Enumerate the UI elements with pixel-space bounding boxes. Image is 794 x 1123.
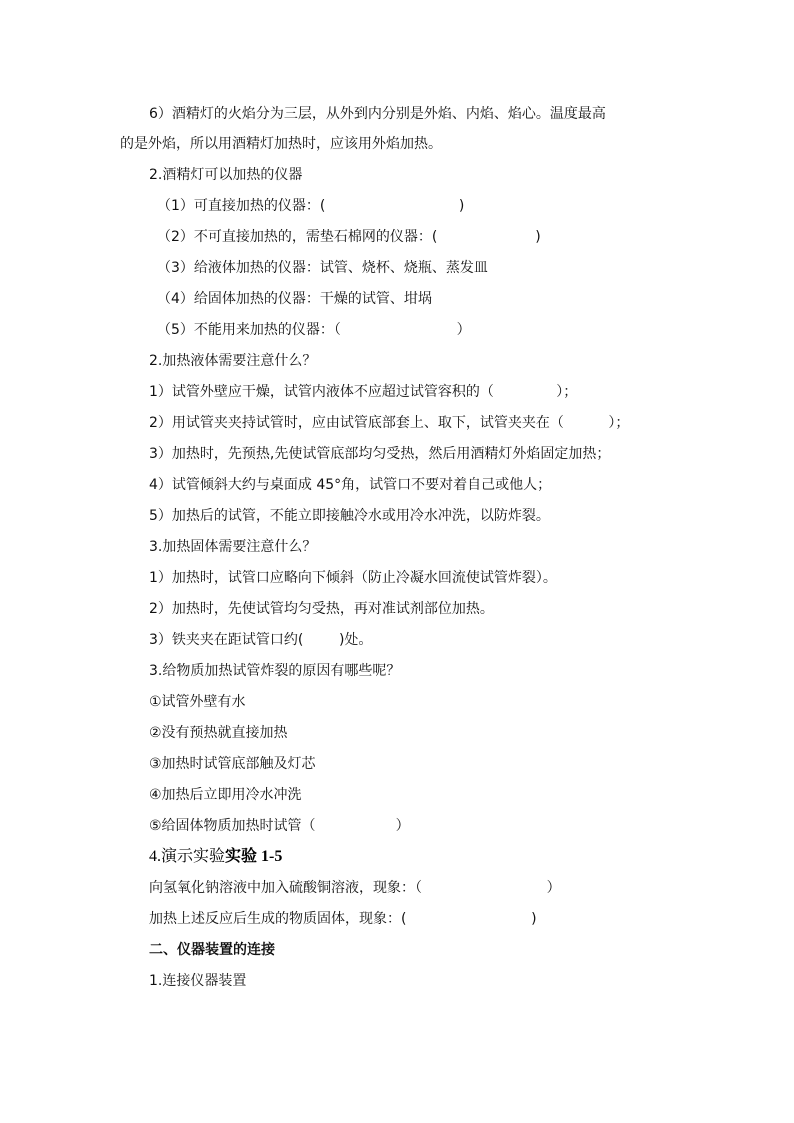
text-line: 二、仪器装置的连接 [149, 942, 275, 958]
text-line: ⑤给固体物质加热时试管（ ） [149, 818, 410, 834]
demo-prefix: 4.演示实验 [149, 848, 226, 865]
text-line: 5）加热后的试管，不能立即接触冷水或用冷水冲洗，以防炸裂。 [149, 508, 550, 524]
text-line: 1）试管外壁应干燥，试管内液体不应超过试管容积的（ ）； [149, 384, 578, 400]
text-line: 2）用试管夹夹持试管时，应由试管底部套上、取下，试管夹夹在（ ）； [149, 415, 630, 431]
text-line: （2）不可直接加热的，需垫石棉网的仪器：( ) [157, 229, 541, 245]
text-line: ④加热后立即用冷水冲洗 [149, 787, 302, 803]
text-line: 3）铁夹夹在距试管口约( )处。 [149, 632, 373, 648]
demo-bold: 实验 1-5 [225, 848, 283, 865]
text-line: 1）加热时，试管口应略向下倾斜（防止冷凝水回流使试管炸裂）。 [149, 570, 557, 586]
demo-heading [149, 847, 282, 867]
text-line: 2.加热液体需要注意什么？ [149, 353, 317, 369]
text-line: ③加热时试管底部触及灯芯 [149, 756, 316, 772]
text-line: 3.给物质加热试管炸裂的原因有哪些呢？ [149, 663, 401, 679]
text-line: 4）试管倾斜大约与桌面成 45°角，试管口不要对着自己或他人； [149, 477, 552, 493]
text-line: 2）加热时，先使试管均匀受热，再对准试剂部位加热。 [149, 601, 494, 617]
text-line: ①试管外壁有水 [149, 694, 246, 710]
text-line: 1.连接仪器装置 [149, 973, 247, 989]
text-line: 3.加热固体需要注意什么？ [149, 539, 317, 555]
text-line: 6）酒精灯的火焰分为三层，从外到内分别是外焰、内焰、焰心。温度最高 [149, 106, 606, 122]
text-line: 向氢氧化钠溶液中加入硫酸铜溶液，现象：（ ） [149, 880, 561, 896]
text-line: 加热上述反应后生成的物质固体，现象：( ) [149, 911, 537, 927]
text-line: ②没有预热就直接加热 [149, 725, 288, 741]
text-line: （3）给液体加热的仪器：试管、烧杯、烧瓶、蒸发皿 [157, 260, 488, 276]
text-line: （4）给固体加热的仪器：干燥的试管、坩埚 [157, 291, 432, 307]
text-line: （1）可直接加热的仪器：( ) [157, 198, 465, 214]
text-line: （5）不能用来加热的仪器：（ ） [157, 322, 471, 338]
text-line: 的是外焰，所以用酒精灯加热时，应该用外焰加热。 [120, 136, 442, 152]
text-line: 3）加热时，先预热,先使试管底部均匀受热，然后用酒精灯外焰固定加热； [149, 446, 611, 462]
text-line: 2.酒精灯可以加热的仪器 [149, 167, 303, 183]
